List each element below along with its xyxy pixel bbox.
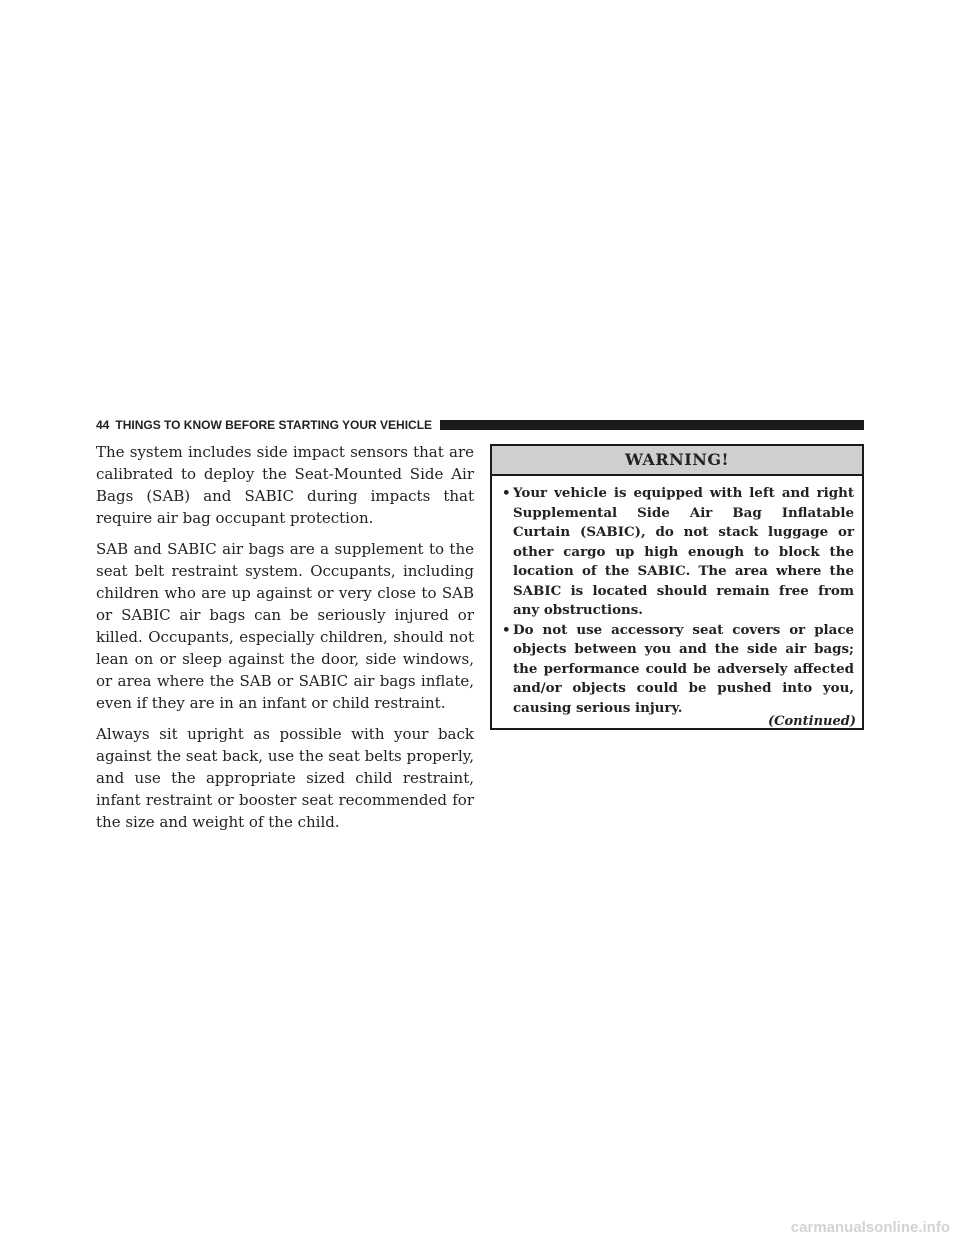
page-header: [96, 418, 864, 432]
paragraph-side-impact-sensors: The system includes side impact sensors that are calibrated to deploy the Seat-Mounted Side Air Bags (SAB) and SABIC during impacts that require air bag occupant protection.: [96, 443, 474, 527]
continued-label: (Continued): [768, 714, 856, 729]
warning-title: WARNING!: [492, 446, 862, 476]
warning-item-cargo: [502, 484, 854, 621]
bullet-icon: •: [502, 621, 511, 638]
warning-list: [492, 476, 862, 728]
paragraph-sit-upright: Always sit upright as possible with your back against the seat back, use the seat belts properly, and use the appropriate sized child restraint, infant restraint or booster seat recommended for the size and weight of the child.: [96, 725, 474, 831]
page-number: 44: [96, 418, 110, 432]
warning-item-text: Do not use accessory seat covers or place objects between you and the side air bags; the performance could be adversely affected and/or objects could be pushed into you, causing serious injury.: [513, 621, 854, 716]
warning-item-text: Your vehicle is equipped with left and right Supplemental Side Air Bag Inflatable Curtain (SABIC), do not stack luggage or other cargo up high enough to block the location of the SABIC. The area where the SABIC is located should remain free from any obstructions.: [513, 485, 854, 618]
section-title: THINGS TO KNOW BEFORE STARTING YOUR VEHICLE: [115, 418, 433, 432]
paragraph-sab-sabic-supplement: SAB and SABIC air bags are a supplement to the seat belt restraint system. Occupants, including children who are up against or very close to SAB or SABIC air bags can be seriously injured or killed. Occupants, especially children, should not lean on or sleep against the door, side windows, or area where the SAB or SABIC air bags inflate, even if they are in an infant or child restraint.: [96, 540, 474, 712]
header-rule: [440, 420, 864, 430]
bullet-icon: •: [502, 485, 511, 501]
body-text-column: [96, 441, 474, 842]
warning-box: [490, 444, 864, 730]
warning-item-seat-covers: [502, 621, 854, 719]
watermark-text[interactable]: carmanualsonline.info: [790, 1219, 950, 1236]
